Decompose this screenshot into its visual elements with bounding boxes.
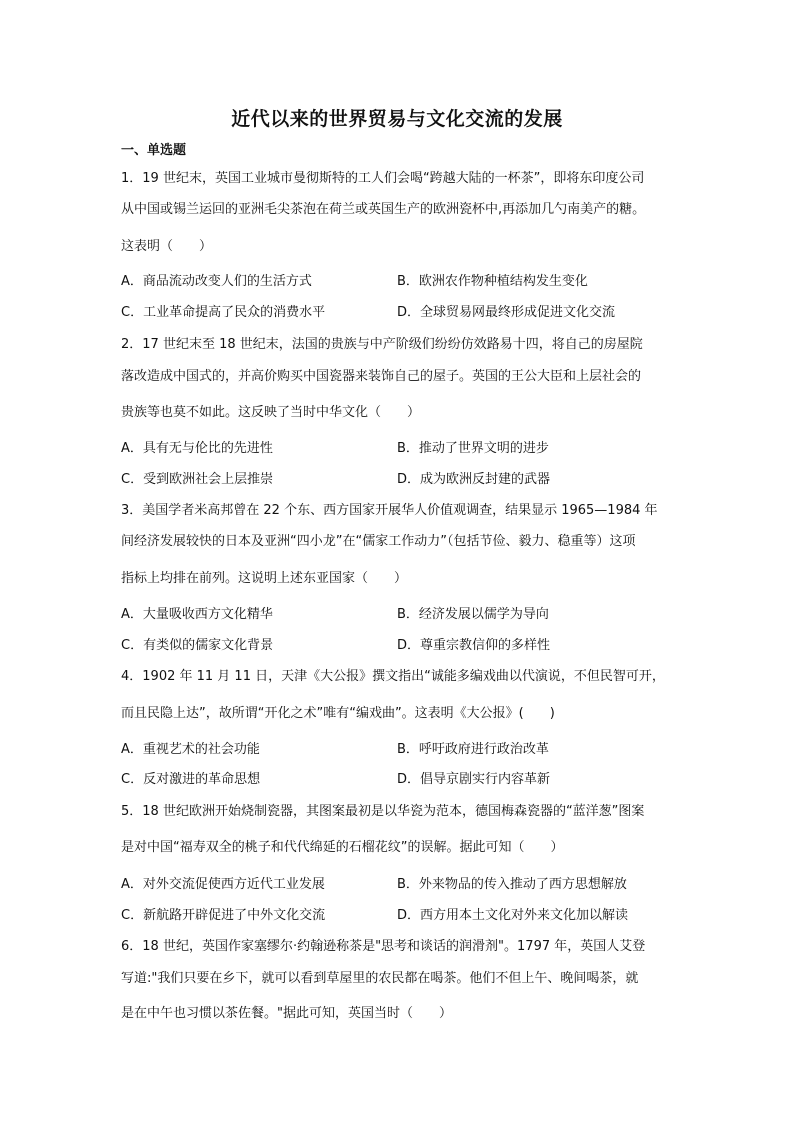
question-2-line-3: 贵族等也莫不如此。这反映了当时中华文化（ ） — [121, 405, 421, 420]
question-5-option-b[interactable]: B．外来物品的传入推动了西方思想解放 — [397, 877, 627, 892]
question-4-option-c[interactable]: C．反对激进的革命思想 — [121, 772, 261, 787]
question-5-line-2: 是对中国“福寿双全的桃子和代代绵延的石榴花纹”的误解。据此可知（ ） — [121, 840, 564, 855]
section-heading: 一、单选题 — [121, 143, 187, 158]
question-3-option-b[interactable]: B．经济发展以儒学为导向 — [397, 607, 549, 622]
question-4-line-1: 4．1902 年 11 月 11 日，天津《大公报》撰文指出“诚能多编戏曲以代演说，不但民智可开， — [121, 669, 665, 684]
question-1-option-b[interactable]: B．欧洲农作物种植结构发生变化 — [397, 274, 588, 289]
question-3-option-c[interactable]: C．有类似的儒家文化背景 — [121, 638, 274, 653]
question-3-line-3: 指标上均排在前列。这说明上述东亚国家（ ） — [121, 571, 408, 586]
question-1-option-d[interactable]: D．全球贸易网最终形成促进文化交流 — [397, 305, 616, 320]
question-4-line-2: 而且民隐上达”，故所谓“开化之术”唯有“编戏曲”。这表明《大公报》( ) — [121, 706, 555, 721]
question-6-line-2: 写道:"我们只要在乡下，就可以看到草屋里的农民都在喝茶。他们不但上午、晚间喝茶，就 — [121, 971, 639, 986]
question-5-line-1: 5．18 世纪欧洲开始烧制瓷器，其图案最初是以华瓷为范本，德国梅森瓷器的“蓝洋葱”图案 — [121, 804, 645, 819]
question-5-option-c[interactable]: C．新航路开辟促进了中外文化交流 — [121, 908, 326, 923]
question-3-line-1: 3．美国学者米高邦曾在 22 个东、西方国家开展华人价值观调查，结果显示 1965—1984 年 — [121, 503, 658, 518]
question-1-line-2: 从中国或锡兰运回的亚洲毛尖茶泡在荷兰或英国生产的欧洲瓷杯中,再添加几勺南美产的糖。 — [121, 202, 646, 217]
question-2-option-d[interactable]: D．成为欧洲反封建的武器 — [397, 472, 551, 487]
question-5-option-a[interactable]: A．对外交流促使西方近代工业发展 — [121, 877, 325, 892]
question-2-option-c[interactable]: C．受到欧洲社会上层推崇 — [121, 472, 274, 487]
question-2-line-1: 2．17 世纪末至 18 世纪末，法国的贵族与中产阶级们纷纷仿效路易十四，将自己的房屋院 — [121, 337, 643, 352]
page-title: 近代以来的世界贸易与文化交流的发展 — [231, 108, 563, 130]
question-3-option-a[interactable]: A．大量吸收西方文化精华 — [121, 607, 273, 622]
question-6-line-3: 是在中午也习惯以茶佐餐。"据此可知，英国当时（ ） — [121, 1006, 452, 1021]
question-1-line-1: 1．19 世纪末，英国工业城市曼彻斯特的工人们会喝“跨越大陆的一杯茶”，即将东印度公司 — [121, 171, 645, 186]
question-2-option-b[interactable]: B．推动了世界文明的进步 — [397, 441, 549, 456]
question-4-option-a[interactable]: A．重视艺术的社会功能 — [121, 742, 260, 757]
question-1-line-3: 这表明（ ） — [121, 239, 213, 254]
question-6-line-1: 6．18 世纪，英国作家塞缪尔·约翰逊称茶是"思考和谈话的润滑剂"。1797 年，英国人艾登 — [121, 939, 646, 954]
question-4-option-d[interactable]: D．倡导京剧实行内容革新 — [397, 772, 551, 787]
question-5-option-d[interactable]: D．西方用本土文化对外来文化加以解读 — [397, 908, 629, 923]
question-1-option-c[interactable]: C．工业革命提高了民众的消费水平 — [121, 305, 326, 320]
question-3-option-d[interactable]: D．尊重宗教信仰的多样性 — [397, 638, 551, 653]
question-1-option-a[interactable]: A．商品流动改变人们的生活方式 — [121, 274, 312, 289]
question-4-option-b[interactable]: B．呼吁政府进行政治改革 — [397, 742, 549, 757]
question-2-line-2: 落改造成中国式的，并高价购买中国瓷器来装饰自己的屋子。英国的王公大臣和上层社会的 — [121, 369, 642, 384]
question-2-option-a[interactable]: A．具有无与伦比的先进性 — [121, 441, 273, 456]
question-3-line-2: 间经济发展较快的日本及亚洲“四小龙”在“儒家工作动力”（包括节俭、毅力、稳重等）这项 — [121, 534, 636, 549]
